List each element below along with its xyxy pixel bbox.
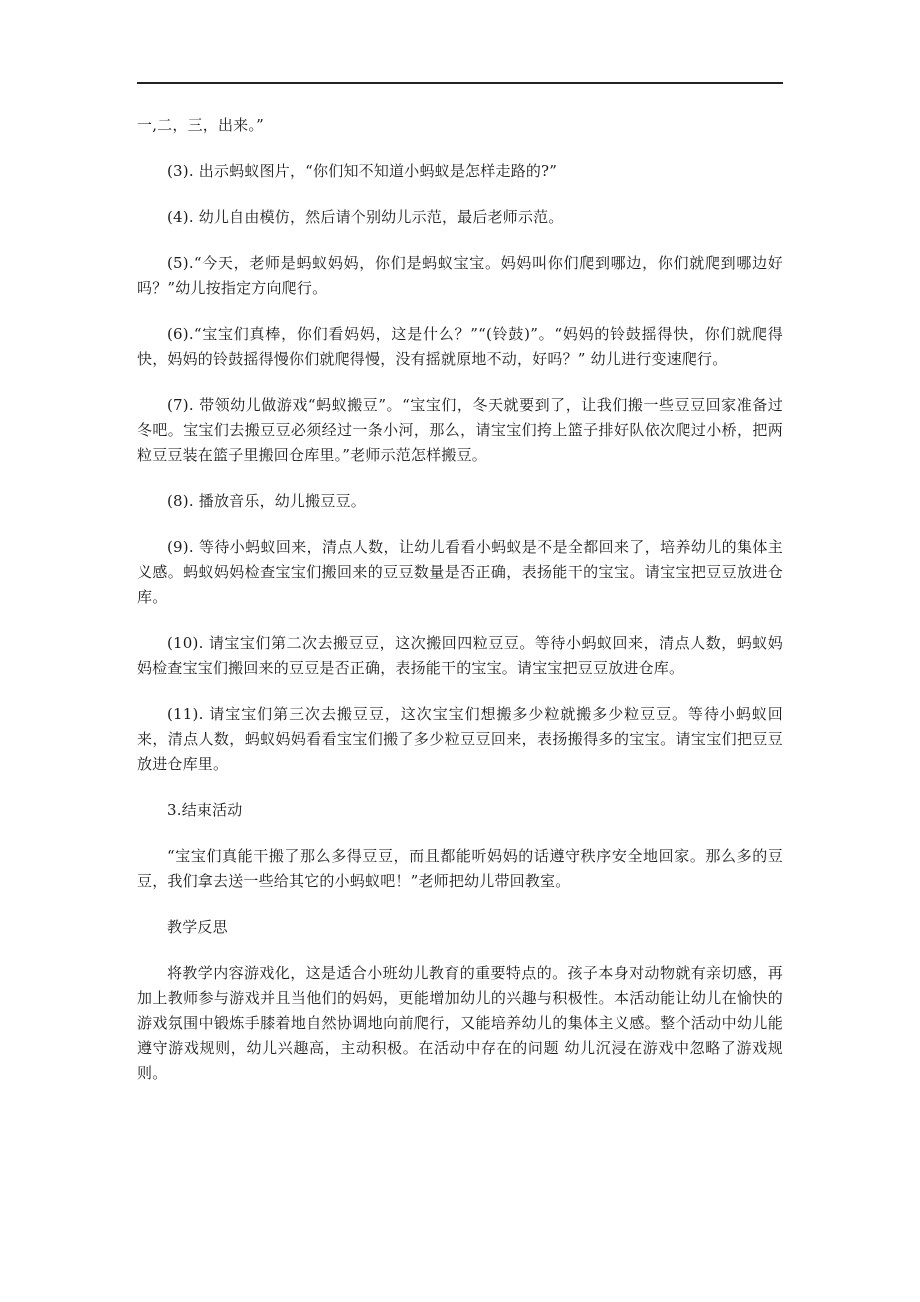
paragraph-step-4: (4). 幼儿自由模仿，然后请个别幼儿示范，最后老师示范。 (167, 208, 564, 226)
paragraph-step-8: (8). 播放音乐，幼儿搬豆豆。 (167, 492, 366, 510)
paragraph-count-continuation: 一,二，三，出来。” (137, 116, 264, 134)
paragraph-step-3: (3). 出示蚂蚁图片，“你们知不知道小蚂蚁是怎样走路的?” (167, 162, 558, 180)
section-heading-reflection: 教学反思 (167, 918, 228, 936)
paragraph-step-9: (9). 等待小蚂蚁回来，清点人数，让幼儿看看小蚂蚁是不是全都回来了，培养幼儿的集体主义感。蚂蚁妈妈检查宝宝们搬回来的豆豆数量是否正确，表扬能干的宝宝。请宝宝把豆豆放进仓库。 (137, 538, 783, 606)
paragraph-closing-quote: “宝宝们真能干搬了那么多得豆豆，而且都能听妈妈的话遵守秩序安全地回家。那么多的豆豆，我们拿去送一些给其它的小蚂蚁吧！”老师把幼儿带回教室。 (137, 847, 783, 890)
paragraph-step-6: (6).“宝宝们真棒，你们看妈妈，这是什么？”“(铃鼓)”。“妈妈的铃鼓摇得快，你们就爬得快，妈妈的铃鼓摇得慢你们就爬得慢，没有摇就原地不动，好吗？” 幼儿进行变速爬行。 (137, 325, 783, 368)
paragraph-step-10: (10). 请宝宝们第二次去搬豆豆，这次搬回四粒豆豆。等待小蚂蚁回来，清点人数，蚂蚁妈妈检查宝宝们搬回来的豆豆是否正确，表扬能干的宝宝。请宝宝把豆豆放进仓库。 (137, 634, 783, 677)
paragraph-step-11: (11). 请宝宝们第三次去搬豆豆，这次宝宝们想搬多少粒就搬多少粒豆豆。等待小蚂蚁回来，清点人数，蚂蚁妈妈看看宝宝们搬了多少粒豆豆回来，表扬搬得多的宝宝。请宝宝们把豆豆放进仓库里。 (137, 705, 783, 773)
section-heading-end-activity: 3.结束活动 (167, 801, 243, 819)
paragraph-reflection: 将教学内容游戏化，这是适合小班幼儿教育的重要特点的。孩子本身对动物就有亲切感，再加上教师参与游戏并且当他们的妈妈，更能增加幼儿的兴趣与积极性。本活动能让幼儿在愉快的游戏氛围中锻炼手膝着地自然协调地向前爬行，又能培养幼儿的集体主义感。整个活动中幼儿能遵守游戏规则，幼儿兴趣高，主动积极。在活动中存在的问题 幼儿沉浸在游戏中忽略了游戏规则。 (137, 964, 783, 1082)
paragraph-step-7: (7). 带领幼儿做游戏“蚂蚁搬豆”。“宝宝们，冬天就要到了，让我们搬一些豆豆回家准备过冬吧。宝宝们去搬豆豆必须经过一条小河，那么，请宝宝们挎上篮子排好队依次爬过小桥，把两粒豆豆装在篮子里搬回仓库里。”老师示范怎样搬豆。 (137, 396, 783, 464)
paragraph-step-5: (5).“今天，老师是蚂蚁妈妈，你们是蚂蚁宝宝。妈妈叫你们爬到哪边，你们就爬到哪边好吗？”幼儿按指定方向爬行。 (137, 254, 783, 297)
document-body (137, 113, 783, 1107)
header-rule (137, 82, 783, 84)
